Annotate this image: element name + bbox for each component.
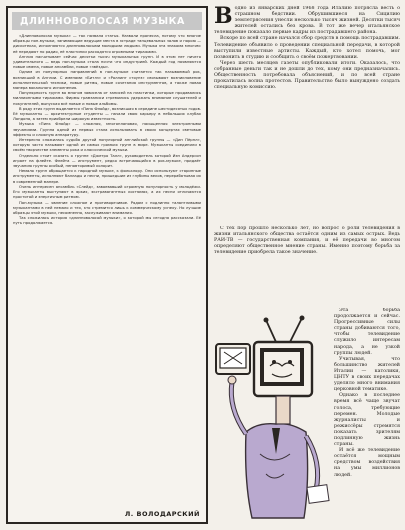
body-paragraph: Музыка «Пинк Флойд» — сложная, многоплановая, насыщенная электронными звучаниями. Группа одной из первых стала использовать в своих концертах световые эффекты и сложную аппаратуру. [13,122,201,137]
article-italian-television [214,6,400,524]
body-paragraph: «Длинноволосая музыка» — так назвала статья. Назвали пронесла, потому что многие образцы поп-музыки, занимающие ведущие места в эстраде танцевальных залов и порою — дискотеках, исполняются длинноволосыми молодыми людьми. Музыка эта знакома многим: её передают по радио, её пластинки расходятся огромными тиражами. [13,34,201,54]
intro-text: одно из январских дней 1968 года Италию потрясла весть о страшном бедствии. Обрушившиеся на Сицилию землетрясения унесли несколько тысяч жизней. Десятки тысяч жителей остались без крова. В тот же вечер итальянское телевидение показало первые кадры из пострадавшего района. [214,6,400,36]
body-paragraph: Отдельно стоит сказать о группе «Джетро Талл», руководитель которой Иэн Андерсон играет на флейте. Флейта — инструмент, редко встречающийся в рок-музыке, придаёт звучанию группы особый, неповторимый колорит. [13,153,201,169]
body-paragraph: С тех пор прошло несколько лет, но вопрос о роли телевидения в жизни итальянского общества остаётся одним из самых острых. Ведь РАИ-ТВ — государственная компания, и её передачи во многом определяют общественное мнение страны. Именно поэтому борьба за телевидение приобрела такое значение. [214,226,400,256]
intro-paragraph [214,6,400,36]
article-intro [214,6,400,222]
body-paragraph: Так сложилась история «длинноволосой музыки», о которой мы сегодня рассказали. Её путь продолжается. [13,216,201,226]
body-paragraph: Интересно сложилась судьба другой популярной английской группы — «Дип Пёрпл», которую часто называют одной из самых громких групп в мире. Музыканты соединили в своём творчестве элементы рока и классической музыки. [13,138,201,153]
body-paragraph: Одним из популярных направлений в поп-музыке считается так называемый рок, возникший в Англии. С именами «Битлз» и «Роллинг стоунз» связывают возникновение исполнительской техники, новые ритмы, новые сочетания инструментов, а также новая манера вокального исполнения. [13,70,201,91]
body-paragraph: Очень интересен ансамбль «Слейд», завоевавший огромную популярность у молодёжи. Его музыканты выступают в ярких, экстравагантных костюмах, а их песни отличаются простотой и энергичным ритмом. [13,184,201,200]
author-byline: Л. ВОЛОДАРСКИЙ [124,510,200,518]
article-continued [214,226,400,298]
drop-cap: В [214,6,233,29]
body-paragraph: Вскоре по всей стране начался сбор средств в помощь пострадавшим. Телевидение объявило о проведении специальной передачи, в которой выступили известные артисты. Каждый, кто хотел помочь, мог позвонить в студию и сообщить о своём пожертвовании. [214,36,400,60]
body-paragraph: Однако в последнее время всё чаще звучат голоса, требующие перемен. Молодые журналисты и режиссёры стремятся показать зрителям подлинную жизнь страны. [334,393,400,448]
tv-man-illustration [214,304,334,524]
body-paragraph: Через шесть месяцев газеты опубликовали итоги. Оказалось, что собранные деньги так и не дошли до тех, кому они предназначались. Общественность потребовала объяснений, и по всей стране прокатилась волна протестов. Правительство было вынуждено создать специальную комиссию. [214,60,400,91]
article-body [13,34,201,502]
body-paragraph: И всё же телевидение остаётся мощным средством воздействия на умы миллионов людей. [334,448,400,478]
body-paragraph: Эта борьба продолжается и сейчас. Прогрессивные силы страны добиваются того, чтобы телевидение служило интересам народа, а не узкой группы людей. [334,308,400,356]
body-paragraph: Немало групп обращается к народной музыке, к фольклору. Они используют старинные инструменты, исполняют баллады и песни, пришедшие из глубины веков, перерабатывая их в современной манере. [13,169,201,184]
side-column-text [334,308,400,524]
article-long-haired-music [6,6,208,524]
illustration-section [214,304,400,524]
body-paragraph: Англия насчитывает сейчас десятки тысяч музыкальных групп. И в этом нет ничего удивительного — ведь поп-музыка стала почти что индустрией. Каждый год появляются новые имена, новые ансамбли, новые «звёзды». [13,54,201,70]
article-title: ДЛИННОВОЛОСАЯ МУЗЫКА [12,12,202,30]
body-paragraph: Популярность групп во многом зависела от записей на пластинки, которые продавались миллионными тиражами. Фирмы грамзаписи стремились удержать внимание слушателей и покупателей, выпуская всё новые и новые альбомы. [13,91,201,106]
body-paragraph: Поп-музыка — явление сложное и противоречивое. Рядом с подлинно талантливыми музыкантами в ней немало и тех, кто стремится лишь к коммерческому успеху. Но лучшие образцы этой музыки, несомненно, заслуживают внимания. [13,200,201,215]
body-paragraph: В ряду этих групп выделяется «Пинк Флойд», возникшая в середине шестидесятых годов. Её музыканты — архитектурные студенты — начали свою карьеру в небольших клубах Лондона, а затем приобрели широкую известность. [13,106,201,122]
body-paragraph: Учитывая, что большинство жителей Италии — католики, ЦНТУ в своих передачах уделяло много внимания церковной тематике. [334,356,400,393]
